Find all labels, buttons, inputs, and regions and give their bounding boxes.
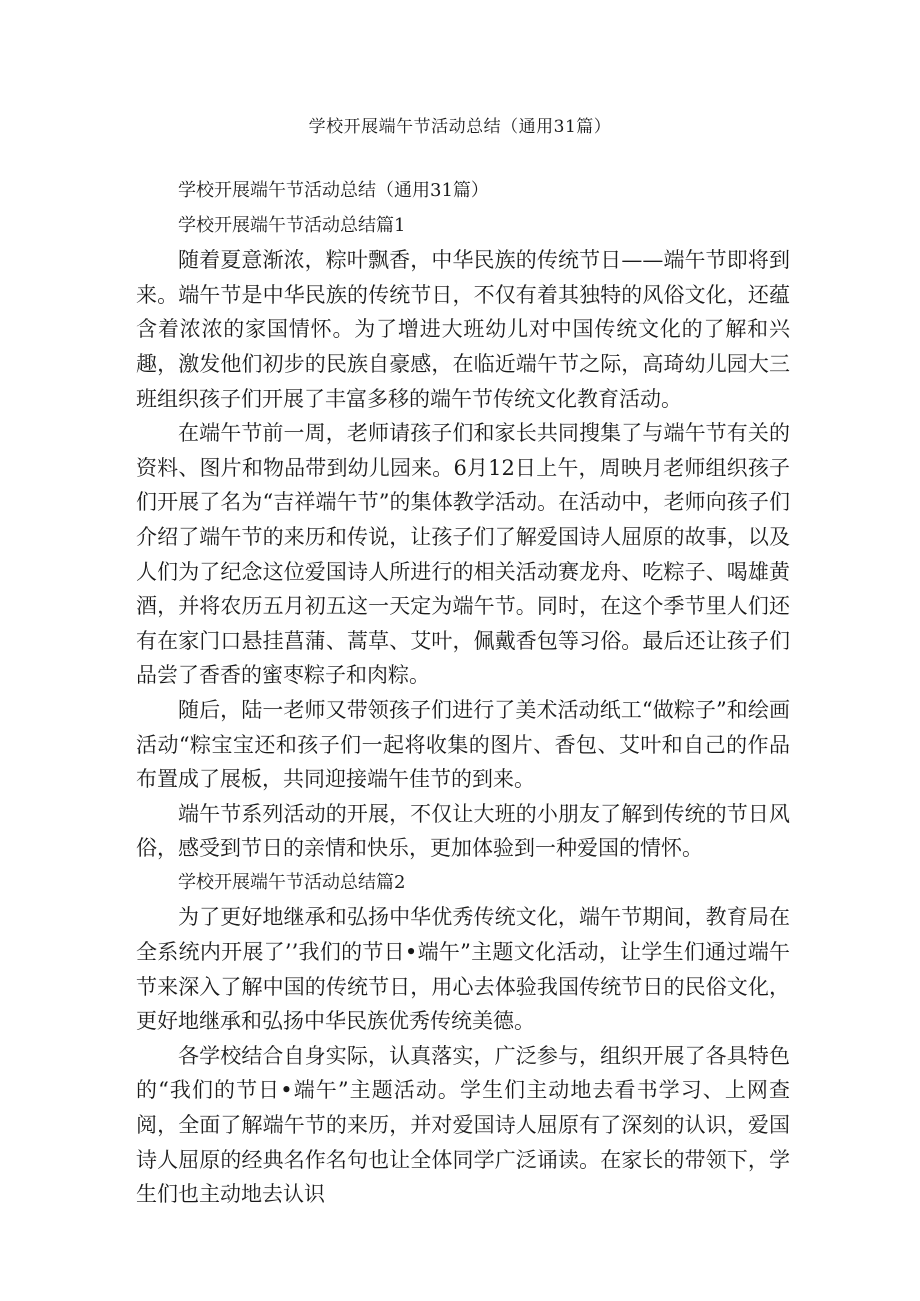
section-heading-1: 学校开展端午节活动总结篇1 [178, 214, 406, 236]
section-heading-2: 学校开展端午节活动总结篇2 [178, 871, 406, 893]
paragraph: 端午节系列活动的开展，不仅让大班的小朋友了解到传统的节日风俗，感受到节日的亲情和快乐，更加体验到一种爱国的情怀。 [136, 801, 790, 861]
document-body [136, 174, 790, 1212]
paragraph: 各学校结合自身实际，认真落实，广泛参与，组织开展了各具特色的“我们的节日•端午”主题活动。学生们主动地去看书学习、上网查阅，全面了解端午节的来历，并对爱国诗人屈原有了深刻的认识，爱国诗人屈原的经典名作名句也让全体同学广泛诵读。在家长的带领下，学生们也主动地去认识 [136, 1043, 790, 1207]
document-title: 学校开展端午节活动总结（通用31篇） [308, 117, 612, 137]
paragraph: 为了更好地继承和弘扬中华优秀传统文化，端午节期间，教育局在全系统内开展了’’我们的节日•端午”主题文化活动，让学生们通过端午节来深入了解中国的传统节日，用心去体验我国传统节日的民俗文化，更好地继承和弘扬中华民族优秀传统美德。 [136, 905, 790, 1034]
paragraph: 随着夏意渐浓，粽叶飘香，中华民族的传统节日——端午节即将到来。端午节是中华民族的传统节日，不仅有着其独特的风俗文化，还蕴含着浓浓的家国情怀。为了增进大班幼儿对中国传统文化的了解和兴趣，激发他们初步的民族自豪感，在临近端午节之际，高琦幼儿园大三班组织孩子们开展了丰富多移的端午节传统文化教育活动。 [136, 248, 790, 411]
paragraph: 随后，陆一老师又带领孩子们进行了美术活动纸工“做粽子”和绘画活动“粽宝宝还和孩子们一起将收集的图片、香包、艾叶和自己的作品布置成了展板，共同迎接端午佳节的到来。 [136, 697, 790, 792]
document-subtitle: 学校开展端午节活动总结（通用31篇） [178, 180, 489, 201]
paragraph: 在端午节前一周，老师请孩子们和家长共同搜集了与端午节有关的资料、图片和物品带到幼儿园来。6月12日上午，周映月老师组织孩子们开展了名为“吉祥端午节”的集体教学活动。在活动中，老师向孩子们介绍了端午节的来历和传说，让孩子们了解爱国诗人屈原的故事，以及人们为了纪念这位爱国诗人所进行的相关活动赛龙舟、吃粽子、喝雄黄酒，并将农历五月初五这一天定为端午节。同时，在这个季节里人们还有在家门口悬挂菖蒲、蒿草、艾叶，佩戴香包等习俗。最后还让孩子们品尝了香香的蜜枣粽子和肉粽。 [136, 421, 790, 688]
